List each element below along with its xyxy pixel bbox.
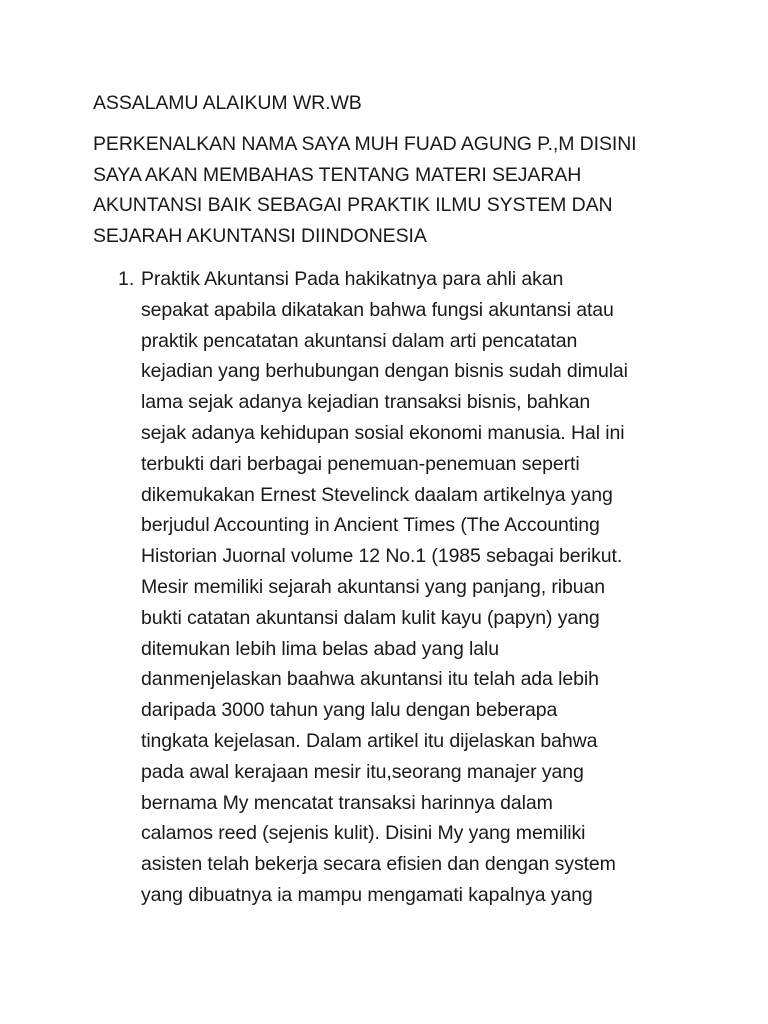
list-item xyxy=(93,264,693,911)
body-line: ditemukan lebih lima belas abad yang lalu xyxy=(141,637,499,660)
body-line: pada awal kerajaan mesir itu,seorang manajer yang xyxy=(141,760,584,783)
body-line: tingkata kejelasan. Dalam artikel itu dijelaskan bahwa xyxy=(141,729,598,752)
body-line: Mesir memiliki sejarah akuntansi yang panjang, ribuan xyxy=(141,575,606,598)
greeting-heading: ASSALAMU ALAIKUM WR.WB xyxy=(93,92,362,114)
intro-line: SAYA AKAN MEMBAHAS TENTANG MATERI SEJARAH xyxy=(93,163,582,186)
body-line: asisten telah bekerja secara efisien dan dengan system xyxy=(141,853,616,876)
intro-line: AKUNTANSI BAIK SEBAGAI PRAKTIK ILMU SYSTEM DAN xyxy=(93,194,613,217)
body-line: kejadian yang berhubungan dengan bisnis sudah dimulai xyxy=(141,360,628,383)
body-line: Historian Juornal volume 12 No.1 (1985 sebagai berikut. xyxy=(141,545,623,568)
body-line: terbukti dari berbagai penemuan-penemuan seperti xyxy=(141,452,580,475)
intro-paragraph xyxy=(93,129,693,252)
intro-line: SEJARAH AKUNTANSI DIINDONESIA xyxy=(93,225,427,248)
intro-line: PERKENALKAN NAMA SAYA MUH FUAD AGUNG P.,M DISINI xyxy=(93,132,637,155)
list-item-body xyxy=(141,264,693,911)
body-line: calamos reed (sejenis kulit). Disini My yang memiliki xyxy=(141,822,586,845)
body-line: sejak adanya kehidupan sosial ekonomi manusia. Hal ini xyxy=(141,421,625,444)
body-line: yang dibuatnya ia mampu mengamati kapalnya yang xyxy=(141,883,593,906)
body-line: bernama My mencatat transaksi harinnya dalam xyxy=(141,791,553,814)
list-item-number: 1. xyxy=(118,267,135,290)
body-line: bukti catatan akuntansi dalam kulit kayu (papyn) yang xyxy=(141,606,600,629)
numbered-list xyxy=(93,264,693,911)
body-line: praktik pencatatan akuntansi dalam arti pencatatan xyxy=(141,329,578,352)
body-line: danmenjelaskan baahwa akuntansi itu telah ada lebih xyxy=(141,668,599,691)
body-line: dikemukakan Ernest Stevelinck daalam artikelnya yang xyxy=(141,483,613,506)
body-line: sepakat apabila dikatakan bahwa fungsi akuntansi atau xyxy=(141,298,614,321)
body-line: lama sejak adanya kejadian transaksi bisnis, bahkan xyxy=(141,391,591,414)
body-line: Praktik Akuntansi Pada hakikatnya para ahli akan xyxy=(141,267,564,290)
body-line: daripada 3000 tahun yang lalu dengan beberapa xyxy=(141,699,558,722)
document-page xyxy=(93,88,693,911)
body-line: berjudul Accounting in Ancient Times (The Accounting xyxy=(141,514,600,537)
